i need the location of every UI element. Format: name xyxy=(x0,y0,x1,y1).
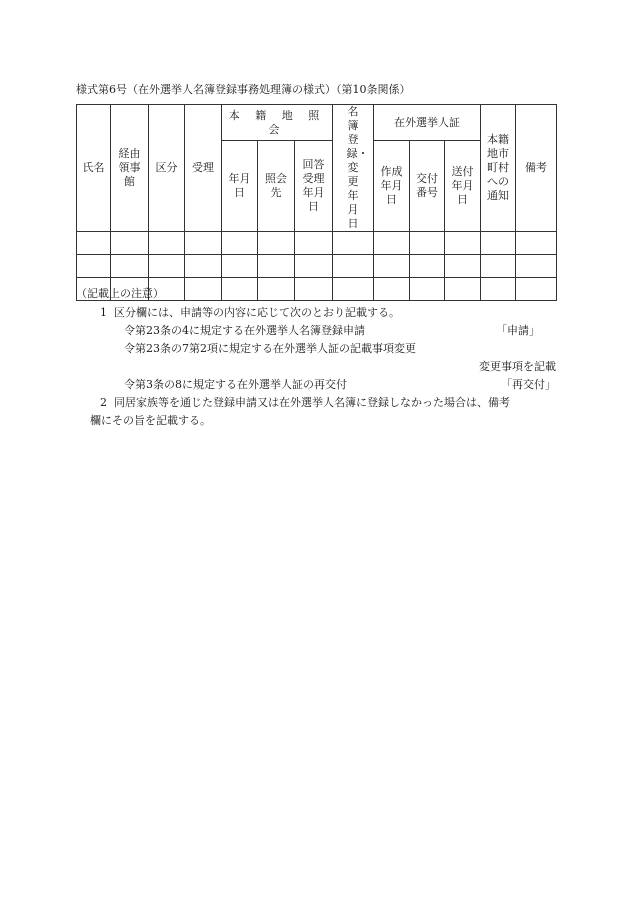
table-cell[interactable] xyxy=(445,255,481,278)
table-cell[interactable] xyxy=(374,232,410,255)
table-cell[interactable] xyxy=(111,255,149,278)
header-notify: 本籍地市町村への通知 xyxy=(481,105,516,232)
table-cell[interactable] xyxy=(185,278,222,301)
note-number: 2 xyxy=(100,396,107,409)
table-cell[interactable] xyxy=(258,278,295,301)
header-honseki-date: 年月日 xyxy=(222,141,258,232)
header-cert-group: 在外選挙人証 xyxy=(374,105,481,141)
notes-title: （記載上の注意） xyxy=(76,287,164,300)
entry-label: 令第23条の7第2項に規定する在外選挙人証の記載事項変更 xyxy=(124,342,416,355)
table-cell[interactable] xyxy=(185,232,222,255)
table-cell[interactable] xyxy=(222,232,258,255)
table-cell[interactable] xyxy=(445,278,481,301)
note-text: 区分欄には、申請等の内容に応じて次のとおり記載する。 xyxy=(114,306,400,319)
header-register-date: 名簿登録・変更年月日 xyxy=(333,105,374,232)
entry-value: 「再交付」 xyxy=(501,378,556,391)
note-item-2-continued: 欄にその旨を記載する。 xyxy=(90,414,211,427)
header-name: 氏名 xyxy=(77,105,111,232)
table-cell[interactable] xyxy=(295,232,333,255)
table-cell[interactable] xyxy=(77,255,111,278)
form-title: 様式第6号（在外選挙人名簿登録事務処理簿の様式）（第10条関係） xyxy=(76,83,411,96)
table-cell[interactable] xyxy=(516,232,557,255)
header-via-consulate: 経由領事館 xyxy=(111,105,149,232)
table-cell[interactable] xyxy=(445,232,481,255)
table-cell[interactable] xyxy=(149,255,185,278)
register-table xyxy=(76,104,557,301)
entry-label: 令第23条の4に規定する在外選挙人名簿登録申請 xyxy=(124,324,365,337)
table-cell[interactable] xyxy=(481,278,516,301)
table-cell[interactable] xyxy=(374,255,410,278)
table-cell[interactable] xyxy=(185,255,222,278)
table-cell[interactable] xyxy=(333,255,374,278)
table-cell[interactable] xyxy=(410,278,445,301)
header-honseki-group: 本 籍 地 照 会 xyxy=(222,105,333,141)
table-cell[interactable] xyxy=(258,255,295,278)
table-cell[interactable] xyxy=(410,232,445,255)
note-number: 1 xyxy=(100,306,107,319)
table-cell[interactable] xyxy=(295,255,333,278)
header-category: 区分 xyxy=(149,105,185,232)
header-remarks: 備考 xyxy=(516,105,557,232)
note-text: 同居家族等を通じた登録申請又は在外選挙人名簿に登録しなかった場合は、備考 xyxy=(114,396,510,409)
table-cell[interactable] xyxy=(481,232,516,255)
table-cell[interactable] xyxy=(222,278,258,301)
header-cert-created: 作成年月日 xyxy=(374,141,410,232)
header-cert-sent: 送付年月日 xyxy=(445,141,481,232)
table-cell[interactable] xyxy=(77,232,111,255)
header-receipt: 受理 xyxy=(185,105,222,232)
table-cell[interactable] xyxy=(410,255,445,278)
table-row xyxy=(77,255,557,278)
table-cell[interactable] xyxy=(333,278,374,301)
table-cell[interactable] xyxy=(222,255,258,278)
table-cell[interactable] xyxy=(111,232,149,255)
table-cell[interactable] xyxy=(374,278,410,301)
header-honseki-target: 照会先 xyxy=(258,141,295,232)
table-cell[interactable] xyxy=(516,278,557,301)
header-honseki-reply: 回答受理年月日 xyxy=(295,141,333,232)
table-cell[interactable] xyxy=(149,232,185,255)
table-cell[interactable] xyxy=(295,278,333,301)
entry-label: 令第3条の8に規定する在外選挙人証の再交付 xyxy=(124,378,347,391)
header-cert-number: 交付番号 xyxy=(410,141,445,232)
table-cell[interactable] xyxy=(516,255,557,278)
entry-value: 変更事項を記載 xyxy=(479,360,556,373)
entry-value: 「申請」 xyxy=(496,324,540,337)
table-cell[interactable] xyxy=(258,232,295,255)
table-cell[interactable] xyxy=(481,255,516,278)
table-cell[interactable] xyxy=(333,232,374,255)
table-row xyxy=(77,232,557,255)
